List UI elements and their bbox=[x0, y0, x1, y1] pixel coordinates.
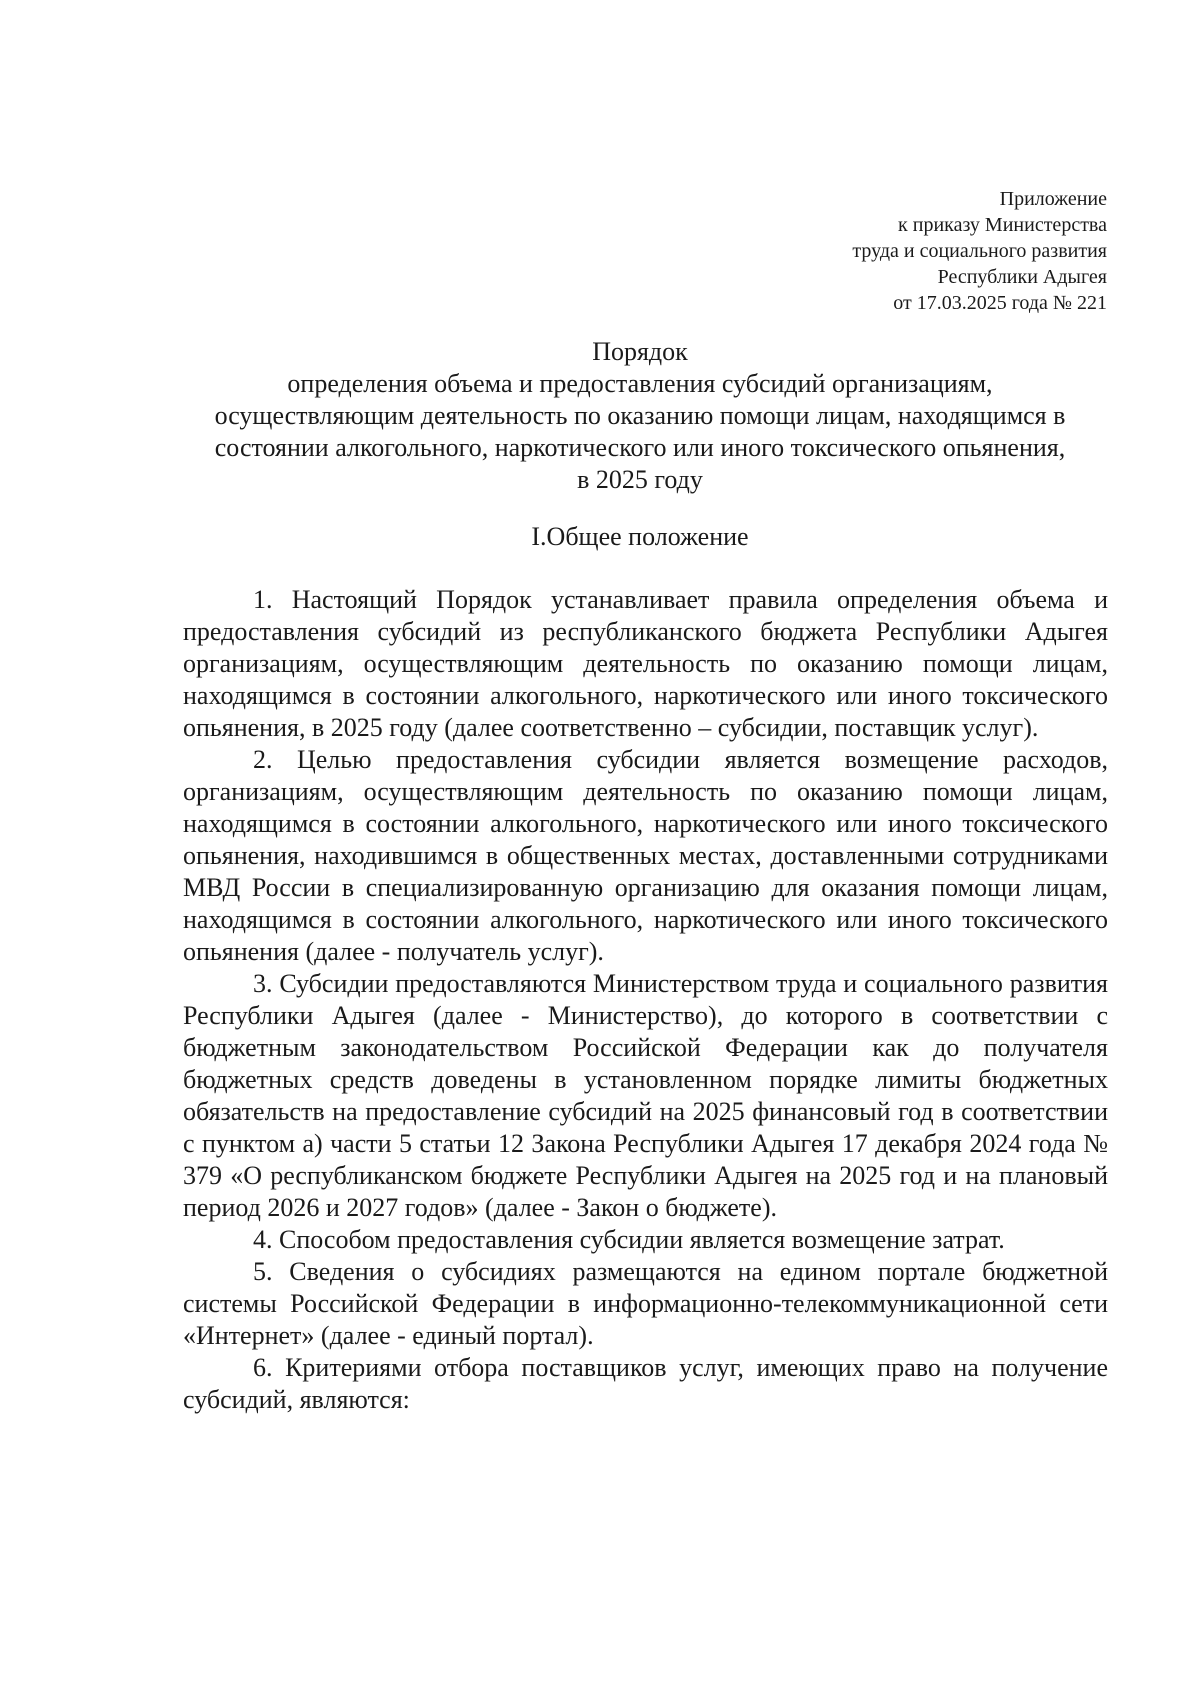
title-main: Порядок bbox=[592, 337, 688, 366]
appendix-line: труда и социального развития bbox=[852, 240, 1107, 262]
body-text bbox=[183, 584, 1108, 1416]
appendix-line: от 17.03.2025 года № 221 bbox=[893, 292, 1107, 314]
appendix-line: Республики Адыгея bbox=[937, 266, 1107, 288]
section-heading: I.Общее положение bbox=[531, 522, 749, 551]
appendix-line: к приказу Министерства bbox=[898, 214, 1107, 236]
paragraph: 1. Настоящий Порядок устанавливает правила определения объема и предоставления субсидий из республиканского бюджета Республики Адыгея организациям, осуществляющим деятельность по оказанию помощи лицам, находящимся в состоянии алкогольного, наркотического или иного токсического опьянения, в 2025 году (далее соответственно – субсидии, поставщик услуг). bbox=[183, 585, 1108, 742]
paragraph: 2. Целью предоставления субсидии является возмещение расходов, организациям, осуществляющим деятельность по оказанию помощи лицам, находящимся в состоянии алкогольного, наркотического или иного токсического опьянения, находившимся в общественных местах, доставленными сотрудниками МВД России в специализированную организацию для оказания помощи лицам, находящимся в состоянии алкогольного, наркотического или иного токсического опьянения (далее - получатель услуг). bbox=[183, 745, 1108, 966]
document-title bbox=[170, 336, 1110, 496]
title-line: в 2025 году bbox=[577, 465, 703, 494]
paragraph: 6. Критериями отбора поставщиков услуг, имеющих право на получение субсидий, являются: bbox=[183, 1353, 1108, 1414]
title-line: состоянии алкогольного, наркотического или иного токсического опьянения, bbox=[214, 433, 1066, 462]
appendix-header bbox=[647, 186, 1107, 316]
title-line: определения объема и предоставления субсидий организациям, bbox=[287, 369, 993, 398]
paragraph: 3. Субсидии предоставляются Министерством труда и социального развития Республики Адыгея (далее - Министерство), до которого в соответствии с бюджетным законодательством Российской Федерации как до получателя бюджетных средств доведены в установленном порядке лимиты бюджетных обязательств на предоставление субсидий на 2025 финансовый год в соответствии с пунктом а) части 5 статьи 12 Закона Республики Адыгея 17 декабря 2024 года № 379 «О республиканском бюджете Республики Адыгея на 2025 год и на плановый период 2026 и 2027 годов» (далее - Закон о бюджете). bbox=[183, 969, 1108, 1222]
appendix-line: Приложение bbox=[999, 188, 1107, 210]
paragraph: 4. Способом предоставления субсидии является возмещение затрат. bbox=[253, 1225, 1005, 1254]
title-line: осуществляющим деятельность по оказанию помощи лицам, находящимся в bbox=[214, 401, 1066, 430]
paragraph: 5. Сведения о субсидиях размещаются на едином портале бюджетной системы Российской Федерации в информационно-телекоммуникационной сети «Интернет» (далее - единый портал). bbox=[183, 1257, 1108, 1350]
